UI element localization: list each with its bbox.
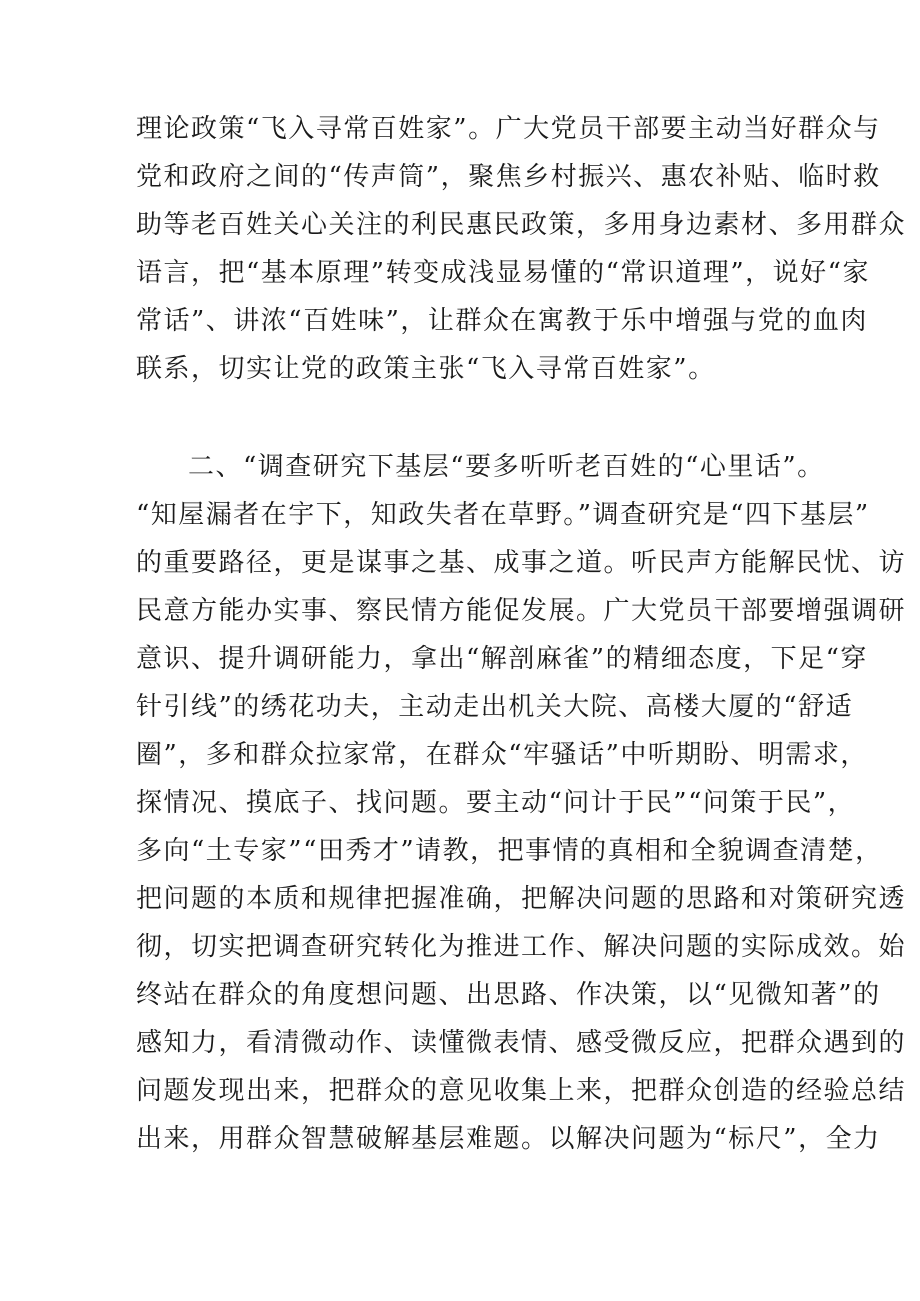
text-line: 彻，切实把调查研究转化为推进工作、解决问题的实际成效。始 (136, 932, 907, 962)
text-line: 出来，用群众智慧破解基层难题。以解决问题为“标尺”，全力 (136, 1124, 881, 1154)
text-line: 针引线”的绣花功夫，主动走出机关大院、高楼大厦的“舒适 (136, 692, 854, 722)
text-line: 终站在群众的角度想问题、出思路、作决策，以“见微知著”的 (136, 980, 881, 1010)
text-line: 民意方能办实事、察民情方能促发展。广大党员干部要增强调研 (136, 596, 907, 626)
text-line: 联系，切实让党的政策主张“飞入寻常百姓家”。 (136, 354, 716, 384)
text-line: 圈”，多和群众拉家常，在群众“牢骚话”中听期盼、明需求， (136, 740, 868, 770)
section-heading: 二、“调查研究下基层“要多听听老百姓的“心里话”。 (188, 452, 825, 482)
text-line: 党和政府之间的“传声筒”，聚焦乡村振兴、惠农补贴、临时救 (136, 162, 881, 192)
text-line: 常话”、讲浓“百姓味”，让群众在寓教于乐中增强与党的血肉 (136, 306, 868, 336)
text-line: 助等老百姓关心关注的利民惠民政策，多用身边素材、多用群众 (136, 210, 907, 240)
text-line: 意识、提升调研能力，拿出“解剖麻雀”的精细态度，下足“穿 (136, 644, 868, 674)
text-line: 多向“土专家”“田秀才”请教，把事情的真相和全貌调查清楚， (136, 836, 883, 866)
text-line: 探情况、摸底子、找问题。要主动“问计于民”“问策于民”， (136, 788, 856, 818)
text-line: 的重要路径，更是谋事之基、成事之道。听民声方能解民忧、访 (136, 548, 907, 578)
text-line: 问题发现出来，把群众的意见收集上来，把群众创造的经验总结 (136, 1076, 907, 1106)
text-line: 把问题的本质和规律把握准确，把解决问题的思路和对策研究透 (136, 884, 907, 914)
text-line: “知屋漏者在宇下，知政失者在草野。”调查研究是“四下基层” (136, 500, 870, 530)
text-line: 感知力，看清微动作、读懂微表情、感受微反应，把群众遇到的 (136, 1028, 907, 1058)
text-line: 语言，把“基本原理”转变成浅显易懂的“常识道理”，说好“家 (136, 258, 870, 288)
text-line: 理论政策“飞入寻常百姓家”。广大党员干部要主动当好群众与 (136, 114, 881, 144)
